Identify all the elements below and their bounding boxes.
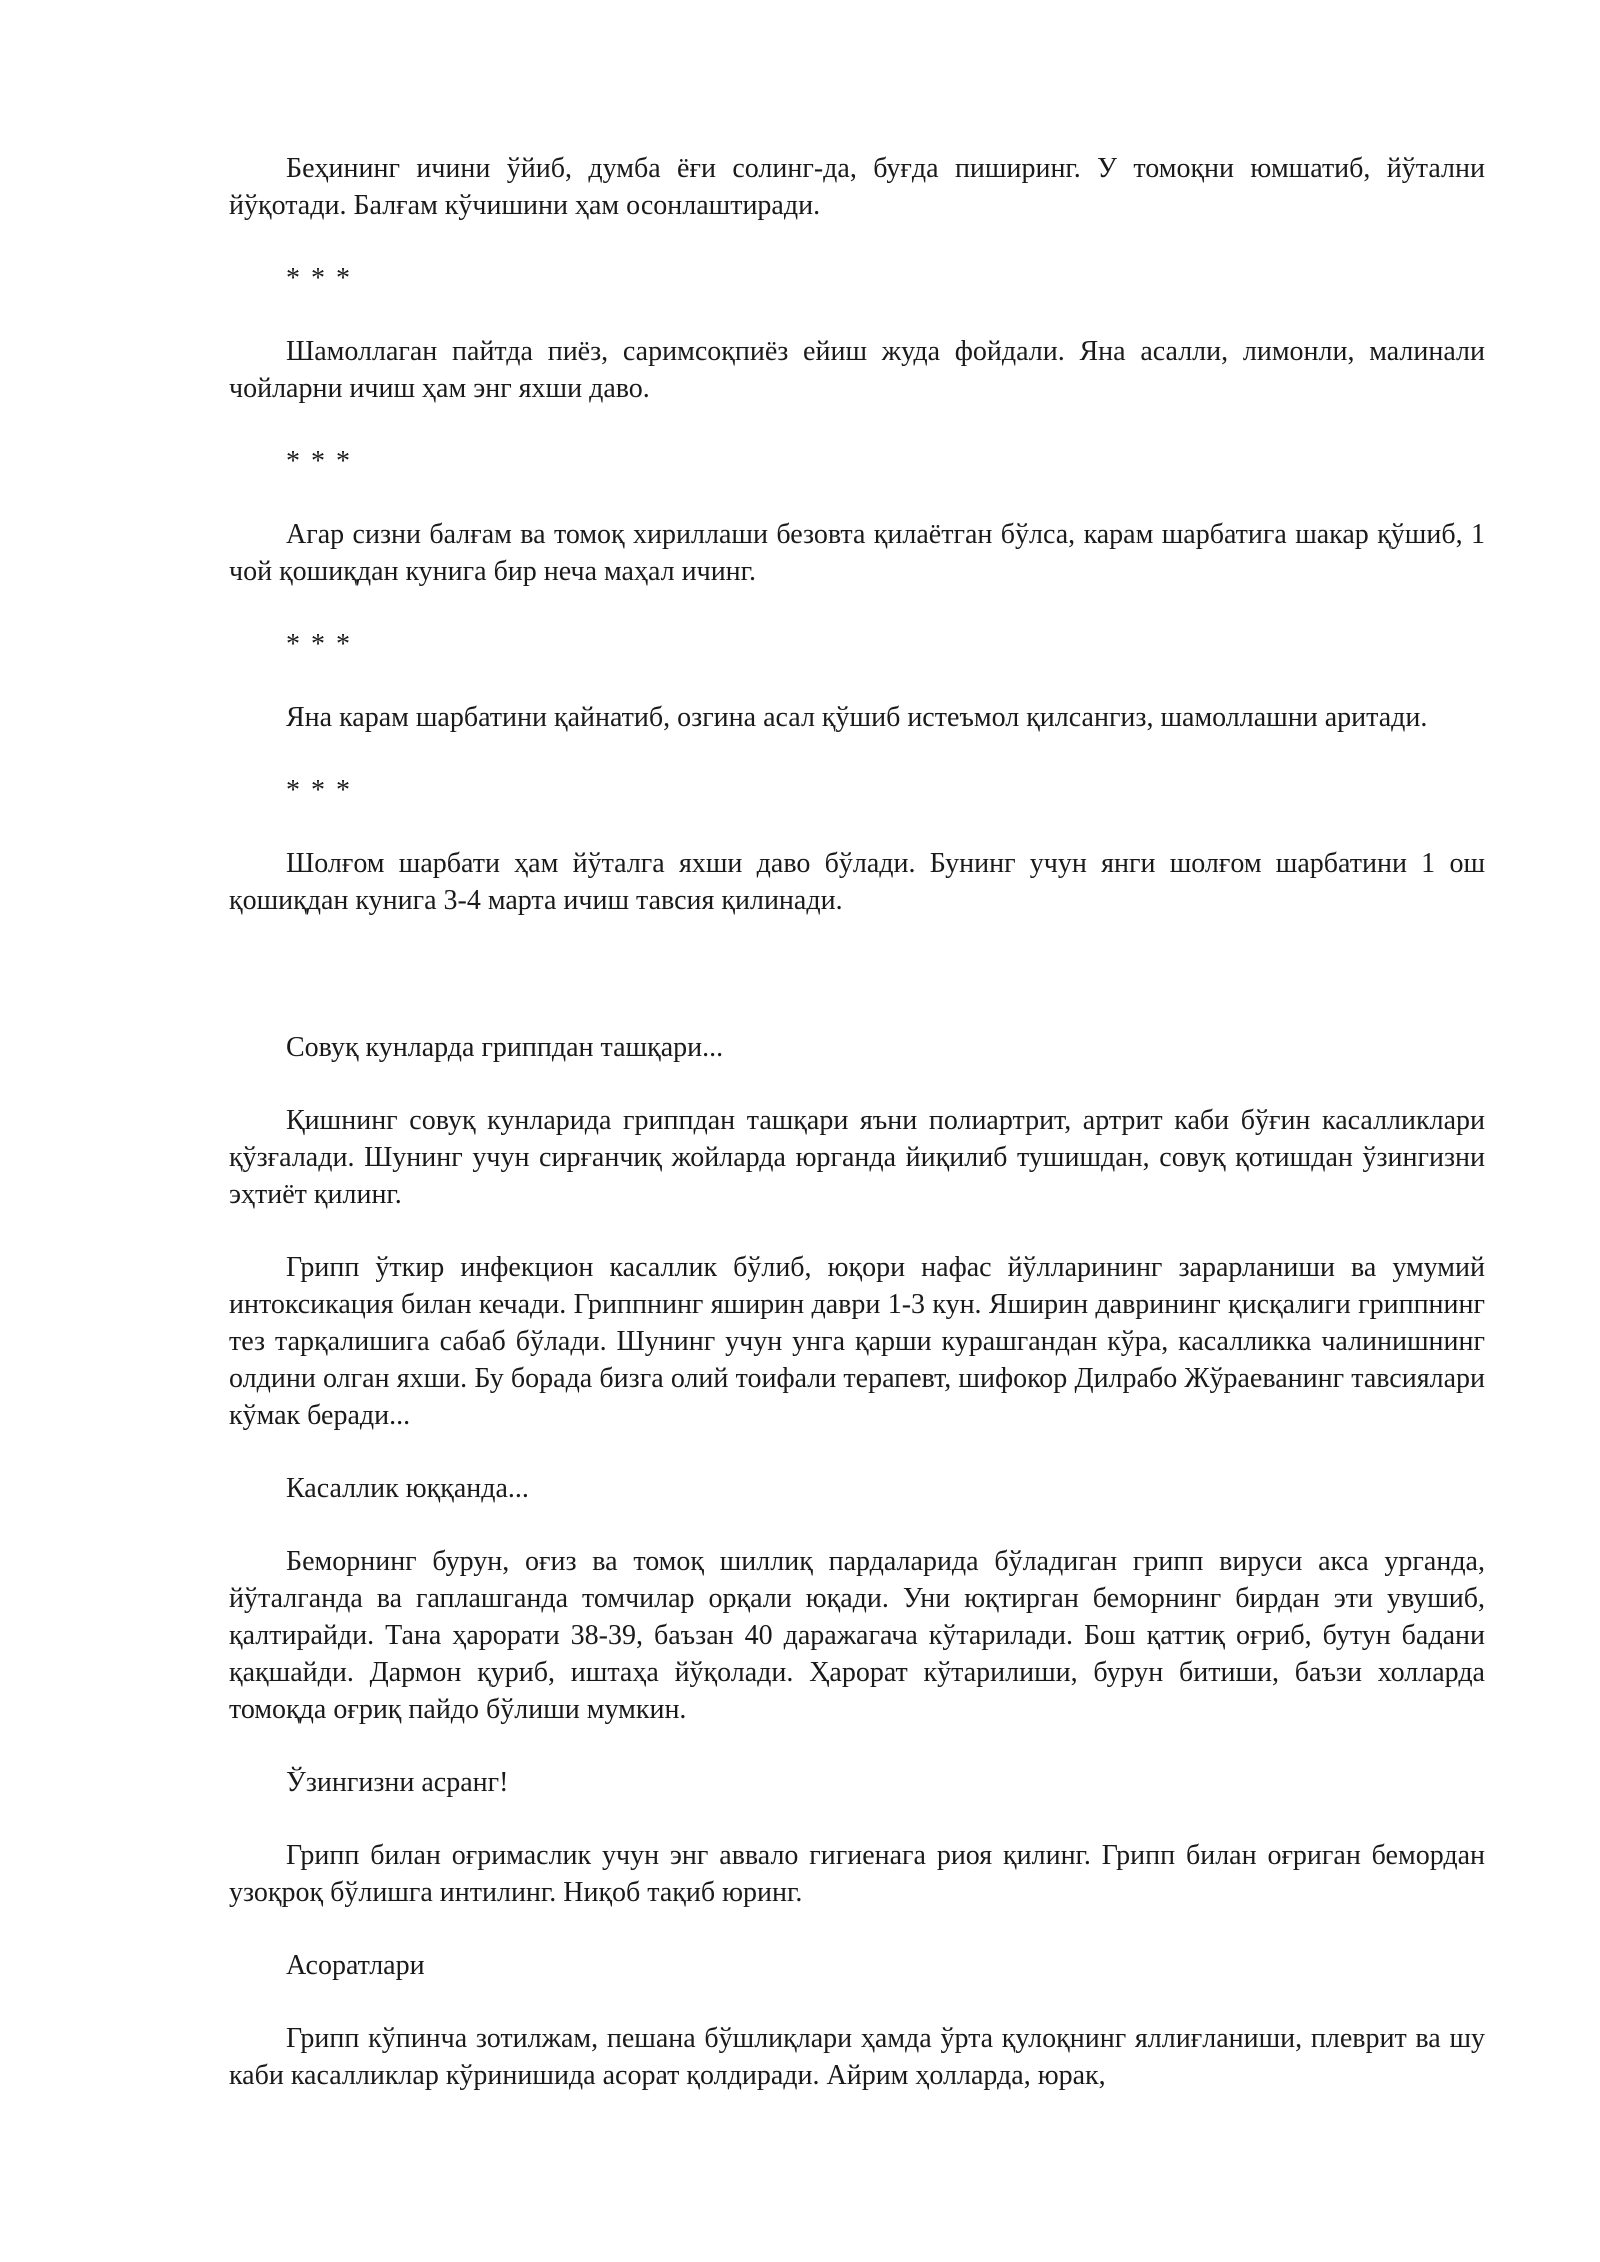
paragraph-complications: Грипп кўпинча зотилжам, пешана бўшлиқлари ҳамда ўрта қулоқнинг яллиғланиши, плеврит ва шу каби касалликлар кўринишида асорат қолдиради. Айрим ҳолларда, юрак, <box>229 2023 1485 2091</box>
section-separator: * * * <box>286 263 352 294</box>
section-separator: * * * <box>286 629 352 660</box>
document-page <box>229 150 1485 2130</box>
section-separator: * * * <box>286 446 352 477</box>
paragraph-prevention: Грипп билан оғримаслик учун энг аввало гигиенага риоя қилинг. Грипп билан оғриган бемордан узоқроқ бўлишга интилинг. Ниқоб тақиб юринг. <box>229 1840 1485 1908</box>
paragraph-turnip-juice: Шолғом шарбати ҳам йўталга яхши даво бўлади. Бунинг учун янги шолғом шарбатини 1 ош қошиқдан кунига 3-4 марта ичиш тавсия қилинади. <box>229 848 1485 916</box>
blank-space <box>229 955 1485 1029</box>
paragraph-boiled-cabbage-juice: Яна карам шарбатини қайнатиб, озгина асал қўшиб истеъмол қилсангиз, шамоллашни аритади. <box>286 702 1428 733</box>
heading-protect-yourself: Ўзингизни асранг! <box>286 1767 509 1798</box>
paragraph-quince-remedy: Беҳининг ичини ўйиб, думба ёғи солинг-да, буғда пиширинг. У томоқни юмшатиб, йўтални йўқотади. Балғам кўчишини ҳам осонлаштиради. <box>229 153 1485 221</box>
paragraph-onion-garlic: Шамоллаган пайтда пиёз, саримсоқпиёз ейиш жуда фойдали. Яна асалли, лимонли, малинали чойларни ичиш ҳам энг яхши даво. <box>229 336 1485 404</box>
paragraph-flu-description: Грипп ўткир инфекцион касаллик бўлиб, юқори нафас йўлларининг зарарланиши ва умумий интоксикация билан кечади. Гриппнинг яширин даври 1-3 кун. Яширин даврининг қисқалиги гриппнинг тез тарқалишига сабаб бўлади. Шунинг учун унга қарши курашгандан кўра, касалликка чалинишнинг олдини олган яхши. Бу борада бизга олий тоифали терапевт, шифокор Дилрабо Жўраеванинг тавсиялари кўмак беради... <box>229 1252 1485 1431</box>
paragraph-symptoms: Беморнинг бурун, оғиз ва томоқ шиллиқ пардаларида бўладиган грипп вируси акса урганда, йўталганда ва гаплашганда томчилар орқали юқади. Уни юқтирган беморнинг бирдан эти увушиб, қалтирайди. Тана ҳарорати 38-39, баъзан 40 даражагача кўтарилади. Бош қаттиқ оғриб, бутун бадани қақшайди. Дармон қуриб, иштаҳа йўқолади. Ҳарорат кўтарилиши, бурун битиши, баъзи холларда томоқда оғриқ пайдо бўлиши мумкин. <box>229 1546 1485 1725</box>
section-separator: * * * <box>286 775 352 806</box>
heading-infection: Касаллик юққанда... <box>286 1473 529 1504</box>
heading-complications: Асоратлари <box>286 1950 425 1981</box>
heading-cold-days: Совуқ кунларда гриппдан ташқари... <box>286 1032 724 1063</box>
paragraph-winter-joints: Қишнинг совуқ кунларида гриппдан ташқари яъни полиартрит, артрит каби бўғин касалликлари қўзғалади. Шунинг учун сирғанчиқ жойларда юрганда йиқилиб тушишдан, совуқ қотишдан ўзингизни эҳтиёт қилинг. <box>229 1105 1485 1210</box>
paragraph-cabbage-juice: Агар сизни балғам ва томоқ хириллаши безовта қилаётган бўлса, карам шарбатига шакар қўшиб, 1 чой қошиқдан кунига бир неча маҳал ичинг. <box>229 519 1485 587</box>
